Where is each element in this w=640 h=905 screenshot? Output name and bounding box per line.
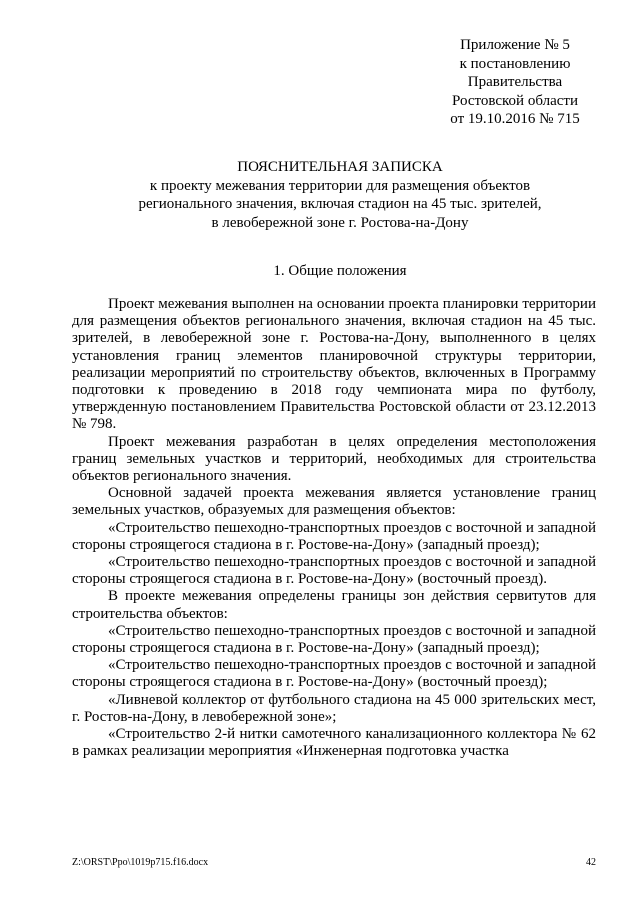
approval-line: Ростовской области: [452, 92, 578, 109]
body-paragraph: Проект межевания разработан в целях определения местоположения границ земельных участков и территорий, необходимых для строительства объектов регионального значения.: [72, 433, 596, 485]
approval-line: Приложение № 5: [460, 37, 570, 53]
body-paragraph: «Строительство 2-й нитки самотечного канализационного коллектора № 62 в рамках реализации мероприятия «Инженерная подготовка участка: [72, 726, 596, 760]
body-paragraph: «Строительство пешеходно-транспортных проездов с восточной и западной стороны строящегося стадиона в г. Ростове-на-Дону» (западный проезд);: [72, 519, 596, 553]
document-title: [90, 158, 590, 232]
section-heading: 1. Общие положения: [273, 263, 407, 279]
title-subtitle-line: в левобережной зоне г. Ростова-на-Дону: [211, 214, 469, 231]
body-paragraph: «Строительство пешеходно-транспортных проездов с восточной и западной стороны строящегося стадиона в г. Ростове-на-Дону» (западный проезд);: [72, 622, 596, 657]
body-paragraph: В проекте межевания определены границы зон действия сервитутов для строительства объектов:: [72, 588, 596, 622]
title-heading: ПОЯСНИТЕЛЬНАЯ ЗАПИСКА: [237, 159, 443, 175]
body-paragraph: «Строительство пешеходно-транспортных проездов с восточной и западной стороны строящегося стадиона в г. Ростове-на-Дону» (восточный проезд).: [72, 554, 596, 588]
page-number: 42: [586, 857, 596, 868]
body-paragraph: «Ливневой коллектор от футбольного стадиона на 45 000 зрительских мест, г. Ростов-на-Дону, в левобережной зоне»;: [72, 691, 596, 725]
approval-line: к постановлению: [459, 55, 571, 72]
body-paragraph: Проект межевания выполнен на основании проекта планировки территории для размещения объектов регионального значения, включая стадион на 45 тыс. зрителей, в левобережной зоне г. Ростова-на-Дону, выполненного в целях установления границ элементов планировочной структуры территории, реализации мероприятий по строительству объектов, включенных в Программу подготовки к проведению в 2018 году чемпионата мира по футболу, утвержденную постановлением Правительства Ростовской области от 23.12.2013 № 798.: [72, 296, 596, 433]
approval-line: от 19.10.2016 № 715: [450, 111, 580, 127]
title-subtitle-line: к проекту межевания территории для размещения объектов: [149, 177, 531, 194]
approval-line: Правительства: [467, 74, 563, 90]
file-path: Z:\ORST\Ppo\1019p715.f16.docx: [72, 857, 209, 868]
approval-stamp: [415, 36, 615, 129]
body-paragraph: Основной задачей проекта межевания является установление границ земельных участков, образуемых для размещения объектов:: [72, 485, 596, 519]
title-subtitle-line: регионального значения, включая стадион на 45 тыс. зрителей,: [138, 196, 542, 212]
document-body: [72, 296, 596, 760]
body-paragraph: «Строительство пешеходно-транспортных проездов с восточной и западной стороны строящегося стадиона в г. Ростове-на-Дону» (восточный проезд);: [72, 657, 596, 691]
